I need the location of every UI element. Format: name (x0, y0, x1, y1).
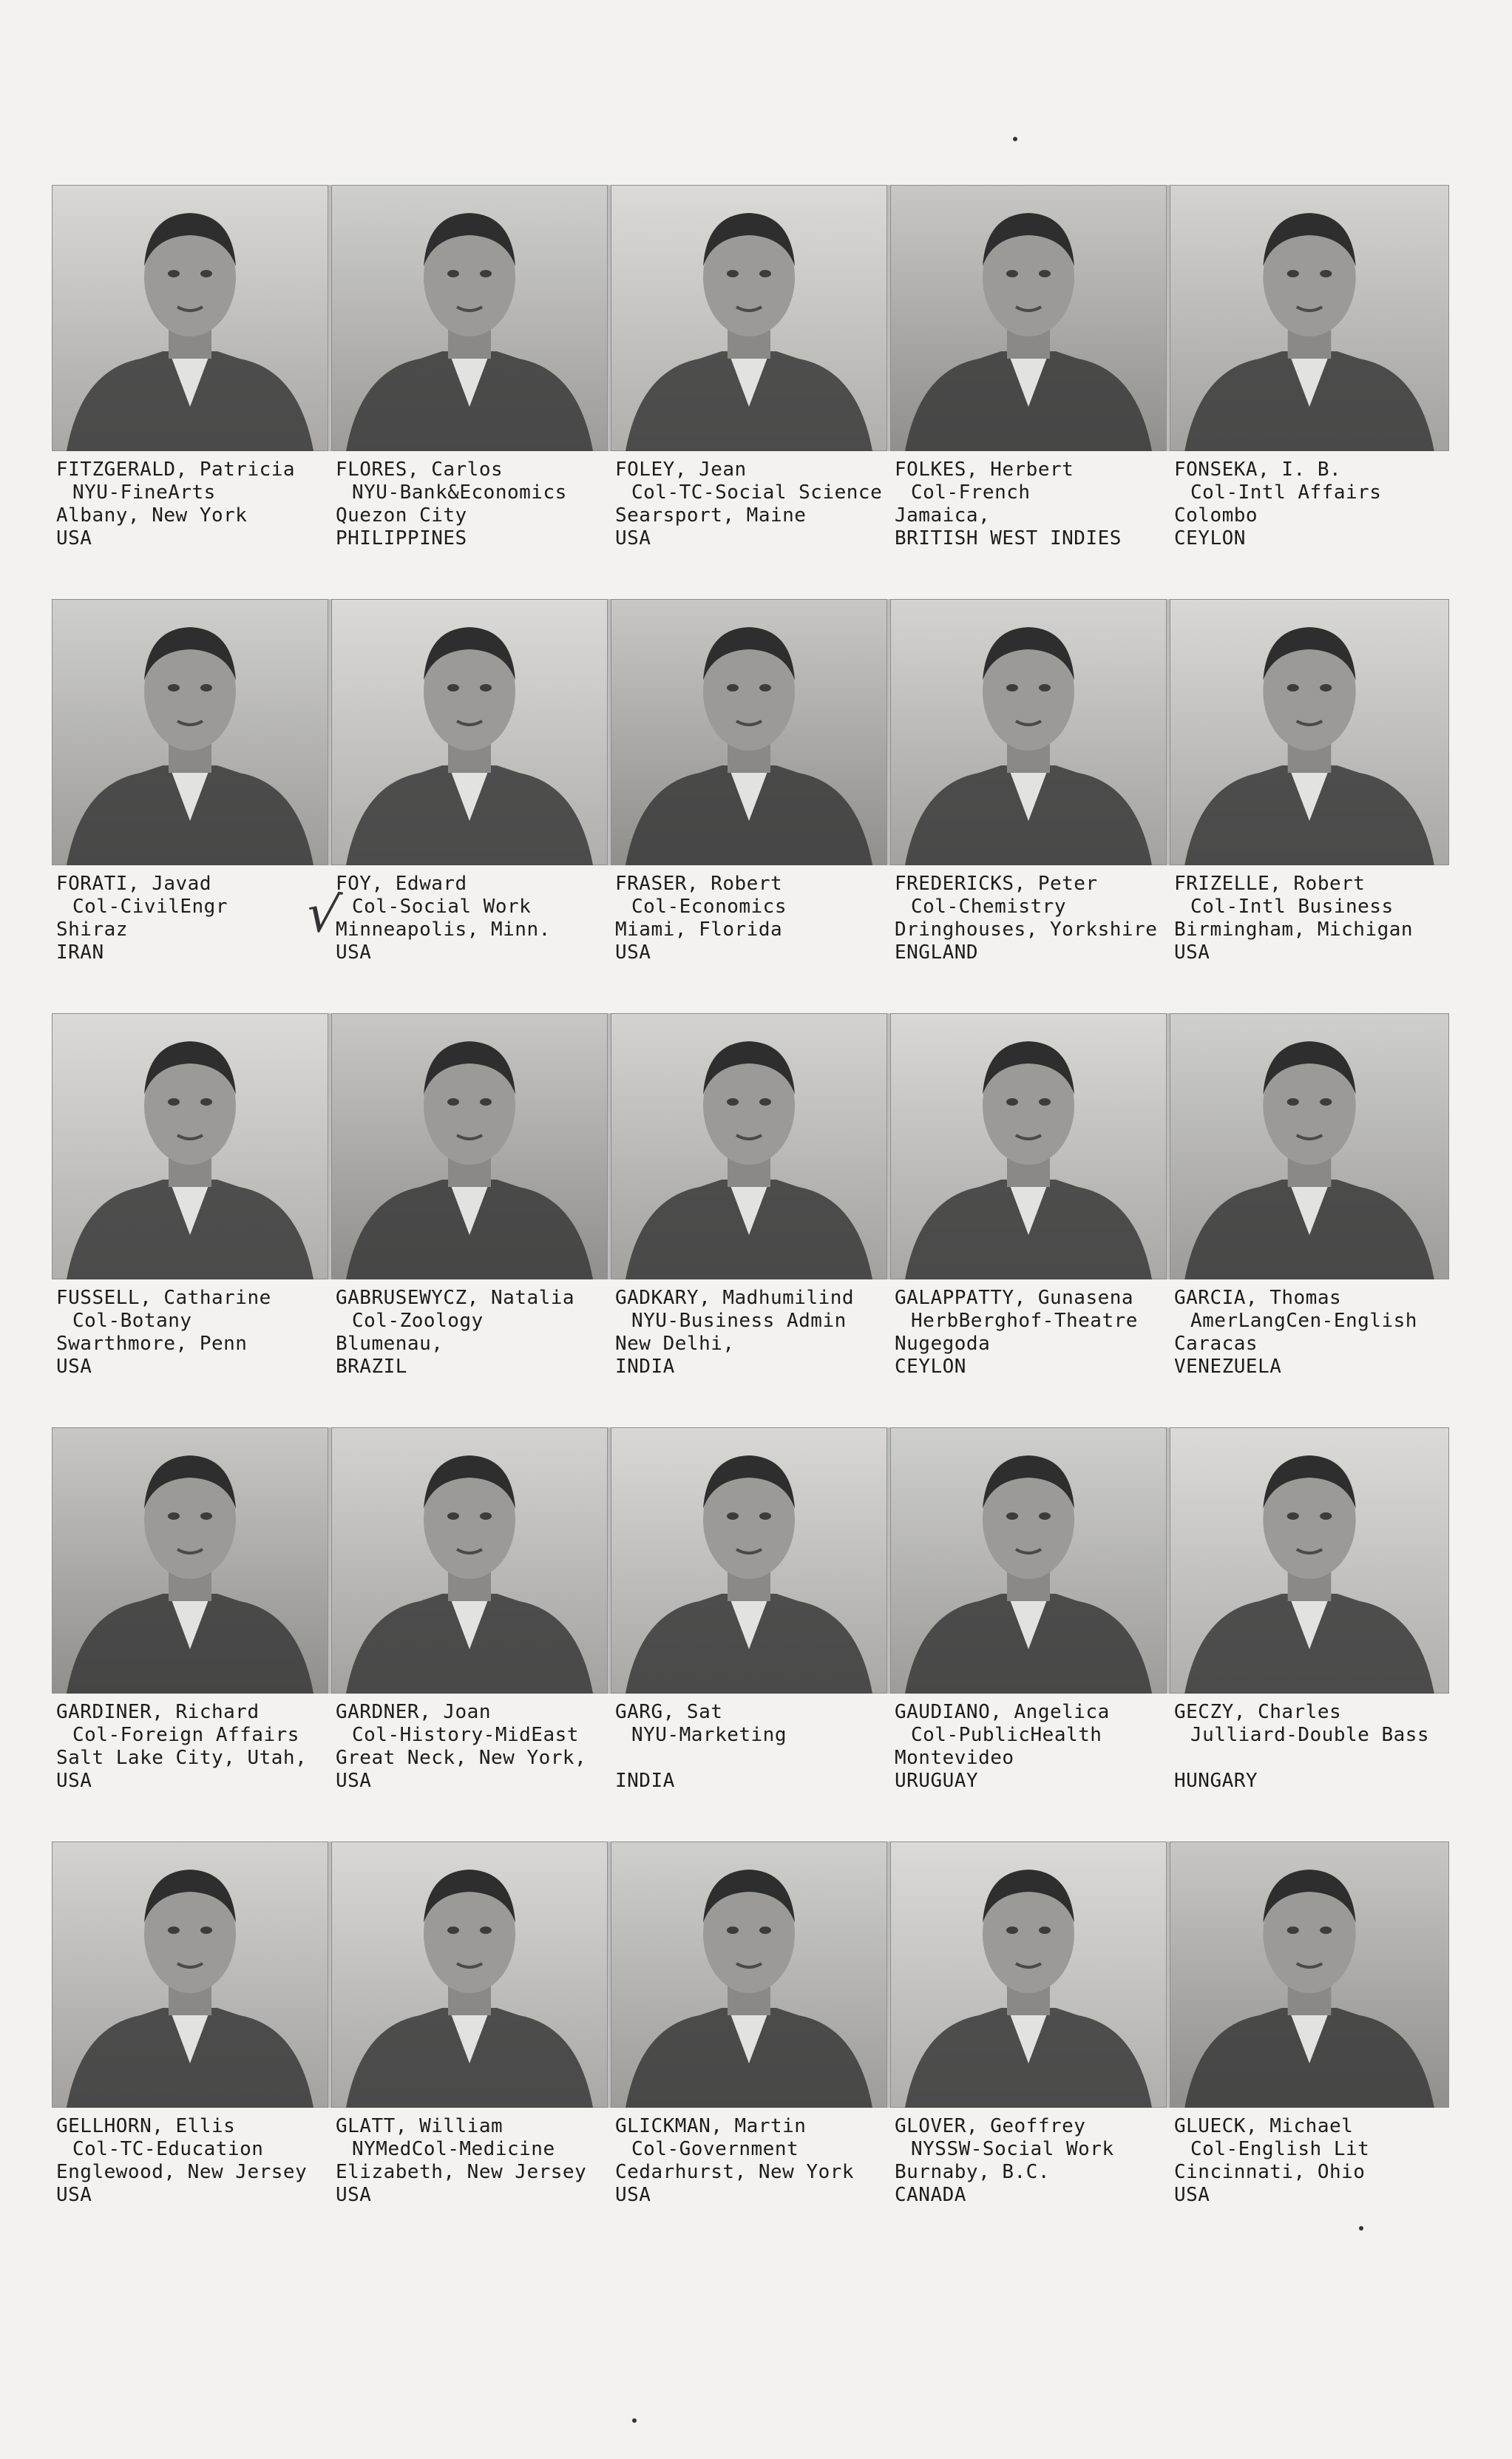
student-caption (895, 1701, 1170, 1793)
caption-country: INDIA (615, 1770, 675, 1792)
portrait-photo (1170, 1427, 1449, 1694)
caption-name: GADKARY, Madhumilind (615, 1287, 855, 1309)
directory-row (52, 599, 1449, 984)
student-caption (895, 2115, 1170, 2207)
portrait-photo (611, 1841, 887, 2108)
portrait-photo (611, 1013, 887, 1279)
caption-program: NYU-Marketing (631, 1724, 787, 1746)
caption-name: GLICKMAN, Martin (615, 2115, 807, 2137)
caption-country: USA (615, 2184, 651, 2206)
portrait-photo (890, 1841, 1167, 2108)
student-caption (1174, 459, 1449, 550)
caption-program: Col-Chemistry (911, 896, 1066, 918)
student-caption (1174, 1701, 1449, 1793)
directory-row (52, 1841, 1449, 2226)
student-caption (56, 2115, 331, 2207)
portrait-photo (331, 1427, 608, 1694)
caption-name: FOLKES, Herbert (895, 459, 1074, 481)
portrait-photo (611, 185, 887, 451)
caption-country: CANADA (895, 2184, 966, 2206)
caption-city: Englewood, New Jersey (56, 2161, 308, 2183)
caption-name: GAUDIANO, Angelica (895, 1701, 1110, 1723)
ink-dot (1359, 2226, 1363, 2230)
caption-program: Col-Economics (631, 896, 787, 918)
portrait-photo (611, 1427, 887, 1694)
caption-name: GARDNER, Joan (336, 1701, 491, 1723)
ink-dot (632, 2418, 637, 2423)
portrait-photo (52, 1013, 328, 1279)
caption-name: FONSEKA, I. B. (1174, 459, 1342, 481)
caption-city: Miami, Florida (615, 919, 783, 941)
caption-city: Jamaica, (895, 504, 991, 527)
caption-name: GALAPPATTY, Gunasena (895, 1287, 1134, 1309)
caption-country: VENEZUELA (1174, 1356, 1282, 1378)
caption-program: Col-History-MidEast (352, 1724, 579, 1746)
portrait-photo (890, 599, 1167, 865)
student-caption (336, 1701, 611, 1793)
caption-program: Col-Intl Business (1190, 896, 1394, 918)
student-caption (56, 873, 331, 964)
caption-country: USA (56, 1770, 92, 1792)
caption-name: FORATI, Javad (56, 873, 211, 895)
caption-name: GECZY, Charles (1174, 1701, 1342, 1723)
caption-program: Col-Zoology (352, 1310, 484, 1332)
caption-city: Albany, New York (56, 504, 248, 527)
caption-country: USA (336, 2184, 372, 2206)
caption-country: HUNGARY (1174, 1770, 1258, 1792)
caption-program: Col-TC-Social Science (631, 481, 883, 504)
caption-city: Searsport, Maine (615, 504, 807, 527)
caption-name: GLUECK, Michael (1174, 2115, 1354, 2137)
caption-city: Burnaby, B.C. (895, 2161, 1050, 2183)
caption-country: USA (56, 527, 92, 549)
student-caption (1174, 1287, 1449, 1379)
caption-program: Col-Social Work (352, 896, 532, 918)
caption-country: URUGUAY (895, 1770, 979, 1792)
caption-program: HerbBerghof-Theatre (911, 1310, 1138, 1332)
caption-country: CEYLON (1174, 527, 1246, 549)
caption-name: FRIZELLE, Robert (1174, 873, 1366, 895)
directory-row (52, 185, 1449, 569)
caption-country: USA (1174, 2184, 1210, 2206)
directory-row (52, 1427, 1449, 1812)
student-caption (1174, 2115, 1449, 2207)
caption-program: NYU-FineArts (72, 481, 216, 504)
caption-city: Elizabeth, New Jersey (336, 2161, 587, 2183)
caption-name: FREDERICKS, Peter (895, 873, 1098, 895)
caption-name: FLORES, Carlos (336, 459, 504, 481)
portrait-photo (890, 1427, 1167, 1694)
student-caption (615, 873, 890, 964)
caption-country: USA (615, 527, 651, 549)
caption-city: Quezon City (336, 504, 467, 527)
caption-city: Colombo (1174, 504, 1258, 527)
caption-program: Col-Intl Affairs (1190, 481, 1382, 504)
caption-name: FOY, Edward (336, 873, 467, 895)
student-caption (336, 873, 611, 964)
student-caption (895, 873, 1170, 964)
caption-country: USA (336, 941, 372, 964)
caption-city: Caracas (1174, 1333, 1258, 1355)
portrait-photo (52, 1841, 328, 2108)
caption-program: Julliard-Double Bass (1190, 1724, 1430, 1746)
caption-name: FITZGERALD, Patricia (56, 459, 296, 481)
portrait-photo (1170, 1013, 1449, 1279)
caption-city: Shiraz (56, 919, 128, 941)
caption-program: NYSSW-Social Work (911, 2138, 1114, 2160)
caption-program: Col-Botany (72, 1310, 192, 1332)
caption-name: GABRUSEWYCZ, Natalia (336, 1287, 575, 1309)
caption-program: Col-French (911, 481, 1031, 504)
caption-city: Dringhouses, Yorkshire (895, 919, 1158, 941)
caption-city: Salt Lake City, Utah, (56, 1747, 308, 1769)
portrait-photo (1170, 1841, 1449, 2108)
caption-country: IRAN (56, 941, 104, 964)
portrait-photo (52, 185, 328, 451)
student-caption (56, 459, 331, 550)
portrait-photo (1170, 185, 1449, 451)
checkmark-icon: √ (302, 882, 345, 947)
student-caption (336, 459, 611, 550)
portrait-photo (611, 599, 887, 865)
student-caption (615, 1701, 890, 1793)
portrait-photo (52, 599, 328, 865)
caption-city: Blumenau, (336, 1333, 444, 1355)
caption-program: Col-Foreign Affairs (72, 1724, 299, 1746)
caption-city (1174, 1747, 1449, 1770)
portrait-photo (331, 599, 608, 865)
portrait-photo (1170, 599, 1449, 865)
student-caption (336, 1287, 611, 1379)
caption-country: PHILIPPINES (336, 527, 467, 549)
caption-city (615, 1747, 890, 1770)
caption-program: NYMedCol-Medicine (352, 2138, 555, 2160)
student-caption (56, 1701, 331, 1793)
student-caption (336, 2115, 611, 2207)
caption-city: Nugegoda (895, 1333, 991, 1355)
caption-program: Col-English Lit (1190, 2138, 1370, 2160)
caption-country: CEYLON (895, 1356, 966, 1378)
caption-name: GARDINER, Richard (56, 1701, 260, 1723)
student-caption (895, 1287, 1170, 1379)
caption-name: FOLEY, Jean (615, 459, 747, 481)
caption-country: BRAZIL (336, 1356, 407, 1378)
caption-name: FUSSELL, Catharine (56, 1287, 271, 1309)
caption-city: Montevideo (895, 1747, 1014, 1769)
student-caption (56, 1287, 331, 1379)
caption-name: GARG, Sat (615, 1701, 723, 1723)
caption-country: USA (1174, 941, 1210, 964)
caption-country: USA (56, 2184, 92, 2206)
caption-program: NYU-Bank&Economics (352, 481, 567, 504)
portrait-photo (890, 185, 1167, 451)
caption-program: Col-PublicHealth (911, 1724, 1102, 1746)
caption-country: BRITISH WEST INDIES (895, 527, 1122, 549)
portrait-photo (331, 1841, 608, 2108)
caption-name: FRASER, Robert (615, 873, 783, 895)
directory-row (52, 1013, 1449, 1398)
portrait-photo (331, 185, 608, 451)
caption-city: Cincinnati, Ohio (1174, 2161, 1366, 2183)
caption-name: GLOVER, Geoffrey (895, 2115, 1086, 2137)
caption-program: AmerLangCen-English (1190, 1310, 1417, 1332)
caption-program: Col-TC-Education (72, 2138, 264, 2160)
portrait-photo (52, 1427, 328, 1694)
caption-country: USA (615, 941, 651, 964)
student-caption (895, 459, 1170, 550)
caption-program: NYU-Business Admin (631, 1310, 847, 1332)
caption-country: INDIA (615, 1356, 675, 1378)
caption-city: Minneapolis, Minn. (336, 919, 551, 941)
caption-program: Col-CivilEngr (72, 896, 228, 918)
caption-country: USA (56, 1356, 92, 1378)
caption-program: Col-Government (631, 2138, 799, 2160)
caption-city: Swarthmore, Penn (56, 1333, 248, 1355)
student-caption (615, 1287, 890, 1379)
portrait-photo (331, 1013, 608, 1279)
ink-dot (1013, 137, 1017, 141)
caption-city: Cedarhurst, New York (615, 2161, 855, 2183)
caption-city: Great Neck, New York, (336, 1747, 587, 1769)
portrait-photo (890, 1013, 1167, 1279)
caption-city: New Delhi, (615, 1333, 735, 1355)
caption-name: GARCIA, Thomas (1174, 1287, 1342, 1309)
caption-city: Birmingham, Michigan (1174, 919, 1414, 941)
caption-country: USA (336, 1770, 372, 1792)
caption-name: GLATT, William (336, 2115, 504, 2137)
student-caption (615, 2115, 890, 2207)
caption-country: ENGLAND (895, 941, 979, 964)
student-caption (615, 459, 890, 550)
student-caption (1174, 873, 1449, 964)
caption-name: GELLHORN, Ellis (56, 2115, 236, 2137)
